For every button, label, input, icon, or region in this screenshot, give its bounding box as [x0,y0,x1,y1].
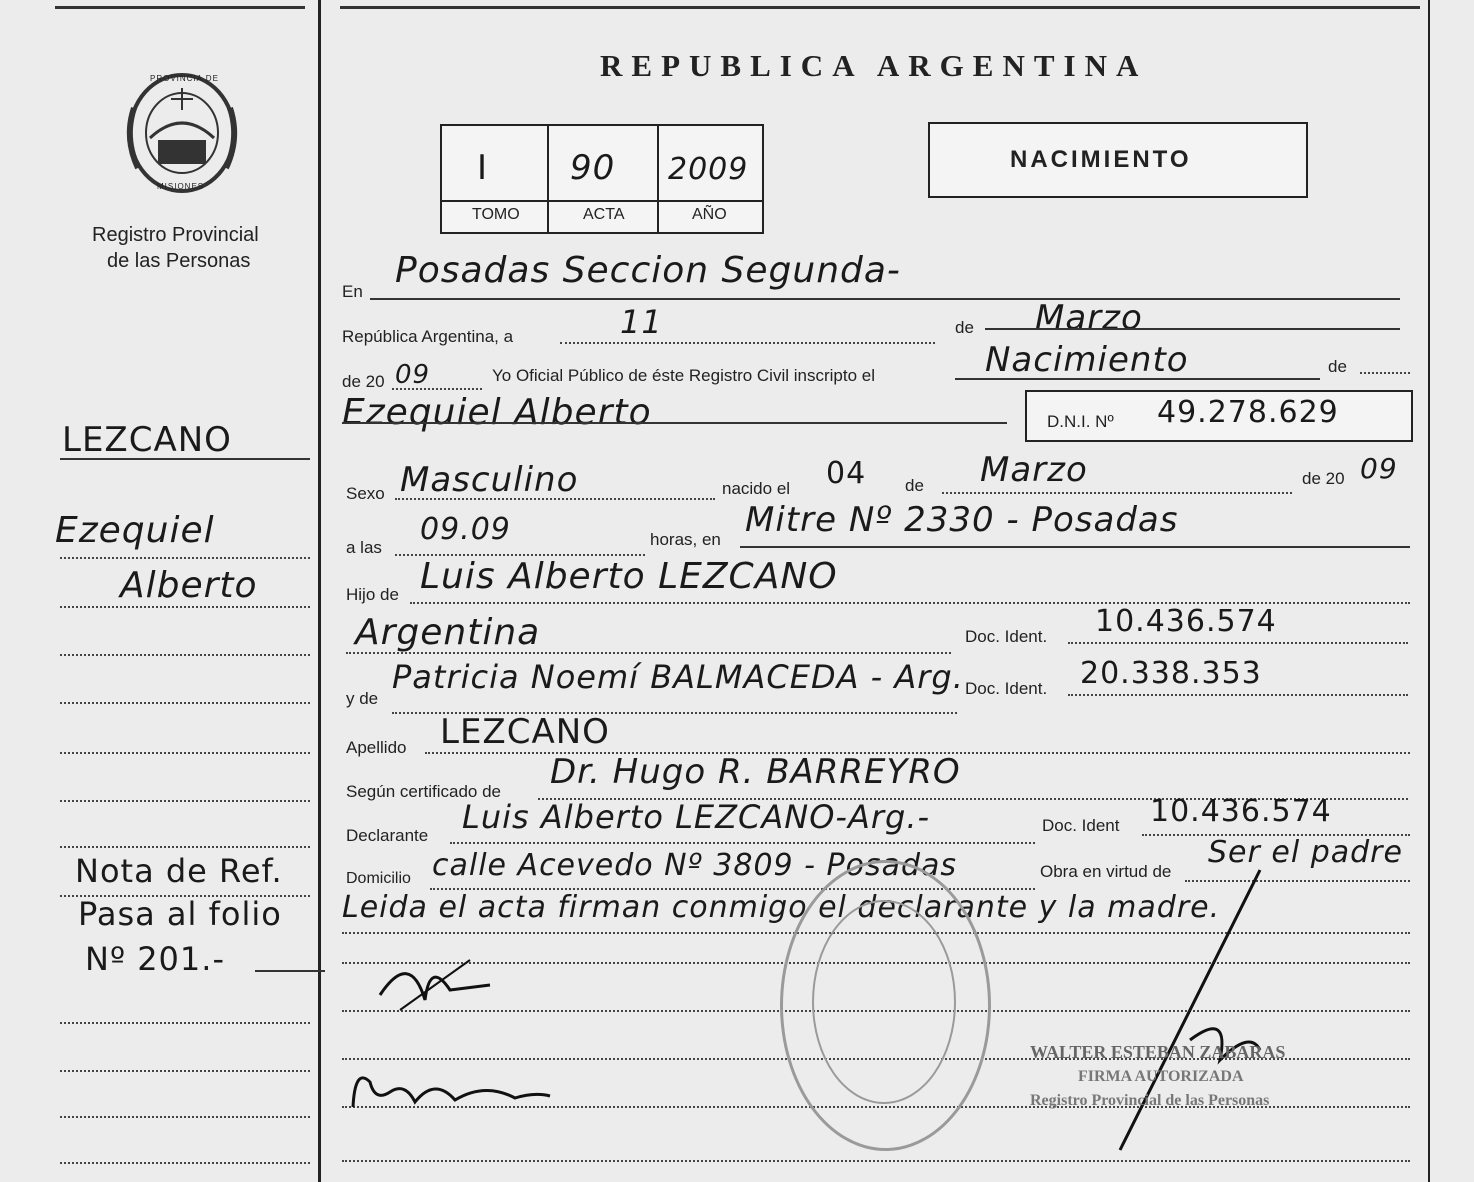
yde-label: y de [346,689,379,708]
mother-doc-value: 20.338.353 [1080,656,1262,691]
domicilio-label: Domicilio [346,870,411,887]
en-value: Posadas Seccion Segunda- [395,250,901,291]
father-doc-value: 10.436.574 [1095,604,1277,639]
seal-top-text: PROVINCIA DE [150,74,219,83]
acta-label: ACTA [583,206,625,223]
day-value: 11 [620,303,663,341]
father-value: Luis Alberto LEZCANO [420,556,838,597]
de-label: de [955,318,974,337]
margin-note-line2: Pasa al folio [78,895,282,933]
tomo-label: TOMO [472,206,520,223]
margin-note-line1: Nota de Ref. [75,852,283,890]
signature-officer-icon [1110,860,1270,1160]
registry-name-line2: de las Personas [107,250,251,272]
stamp-line1: WALTER ESTEBAN ZABARAS [1030,1042,1286,1062]
father-doc-label: Doc. Ident. [965,627,1048,646]
anio-label: AÑO [692,206,727,223]
segun-label: Según certificado de [346,782,501,801]
stamp-line2: FIRMA AUTORIZADA [1078,1068,1244,1085]
republica-label: República Argentina, a [342,327,514,346]
hijo-label: Hijo de [346,585,399,604]
mother-doc-label: Doc. Ident. [965,679,1048,698]
birth-year-value: 09 [1360,452,1398,485]
nacido-label: nacido el [722,479,791,498]
margin-given2: Alberto [120,565,258,606]
dni-label: D.N.I. Nº [1047,412,1114,431]
document-title: REPUBLICA ARGENTINA [600,48,1148,83]
closing-statement: Leida el acta firman conmigo el declarante y la madre. [342,890,1221,925]
column-divider [318,0,321,1182]
form-right-border [1428,0,1430,1182]
inscripto-value: Nacimiento [985,340,1189,380]
signature-declarant-icon [370,940,510,1020]
alas-label: a las [346,538,382,557]
seal-bottom-text: MISIONES [157,182,205,191]
birth-year-label: de 20 [1302,469,1345,488]
margin-given1: Ezequiel [55,510,215,551]
horas-label: horas, en [650,530,721,549]
registry-name-line1: Registro Provincial [92,224,259,246]
acta-value: 90 [570,148,616,188]
place-value: Mitre Nº 2330 - Posadas [745,500,1179,540]
de-label-3: de [905,476,924,495]
record-type-label: NACIMIENTO [1010,146,1192,173]
anio-value: 2009 [668,152,749,187]
year-label: de 20 [342,372,385,391]
en-label: En [342,282,363,301]
record-number-box [440,124,764,234]
signature-mother-icon [345,1062,565,1122]
birth-day-value: 04 [826,456,867,491]
declarante-label: Declarante [346,826,429,845]
declarante-doc-value: 10.436.574 [1150,794,1332,829]
declarante-value: Luis Alberto LEZCANO-Arg.- [462,798,931,836]
margin-top-rule [55,6,305,9]
year-value: 09 [395,360,431,390]
obra-label: Obra en virtud de [1040,862,1172,881]
oficial-label: Yo Oficial Público de éste Registro Civil inscripto el [492,366,875,385]
sexo-value: Masculino [400,460,579,500]
stamp-line3: Registro Provincial de las Personas [1030,1092,1270,1109]
margin-surname: LEZCANO [62,420,232,460]
hour-value: 09.09 [420,512,511,547]
tomo-value: I [477,148,489,188]
record-type-box [928,122,1308,198]
margin-note-line3: Nº 201.- [85,940,225,978]
segun-value: Dr. Hugo R. BARREYRO [550,752,961,792]
apellido-label: Apellido [346,738,407,757]
domicilio-value: calle Acevedo Nº 3809 - Posadas [432,848,958,883]
declarante-doc-label: Doc. Ident [1042,816,1120,835]
form-top-rule [340,6,1420,9]
month-value: Marzo [1035,298,1143,338]
mother-value: Patricia Noemí BALMACEDA - Arg. [392,658,964,696]
dni-box [1025,390,1413,442]
province-seal-icon [120,68,245,198]
dni-value: 49.278.629 [1157,395,1339,430]
apellido-value: LEZCANO [440,712,610,752]
de-label-2: de [1328,357,1347,376]
father-nationality: Argentina [355,612,541,653]
obra-value: Ser el padre [1208,835,1403,870]
birth-month-value: Marzo [980,450,1088,490]
name-value: Ezequiel Alberto [342,392,652,433]
sexo-label: Sexo [346,484,385,503]
